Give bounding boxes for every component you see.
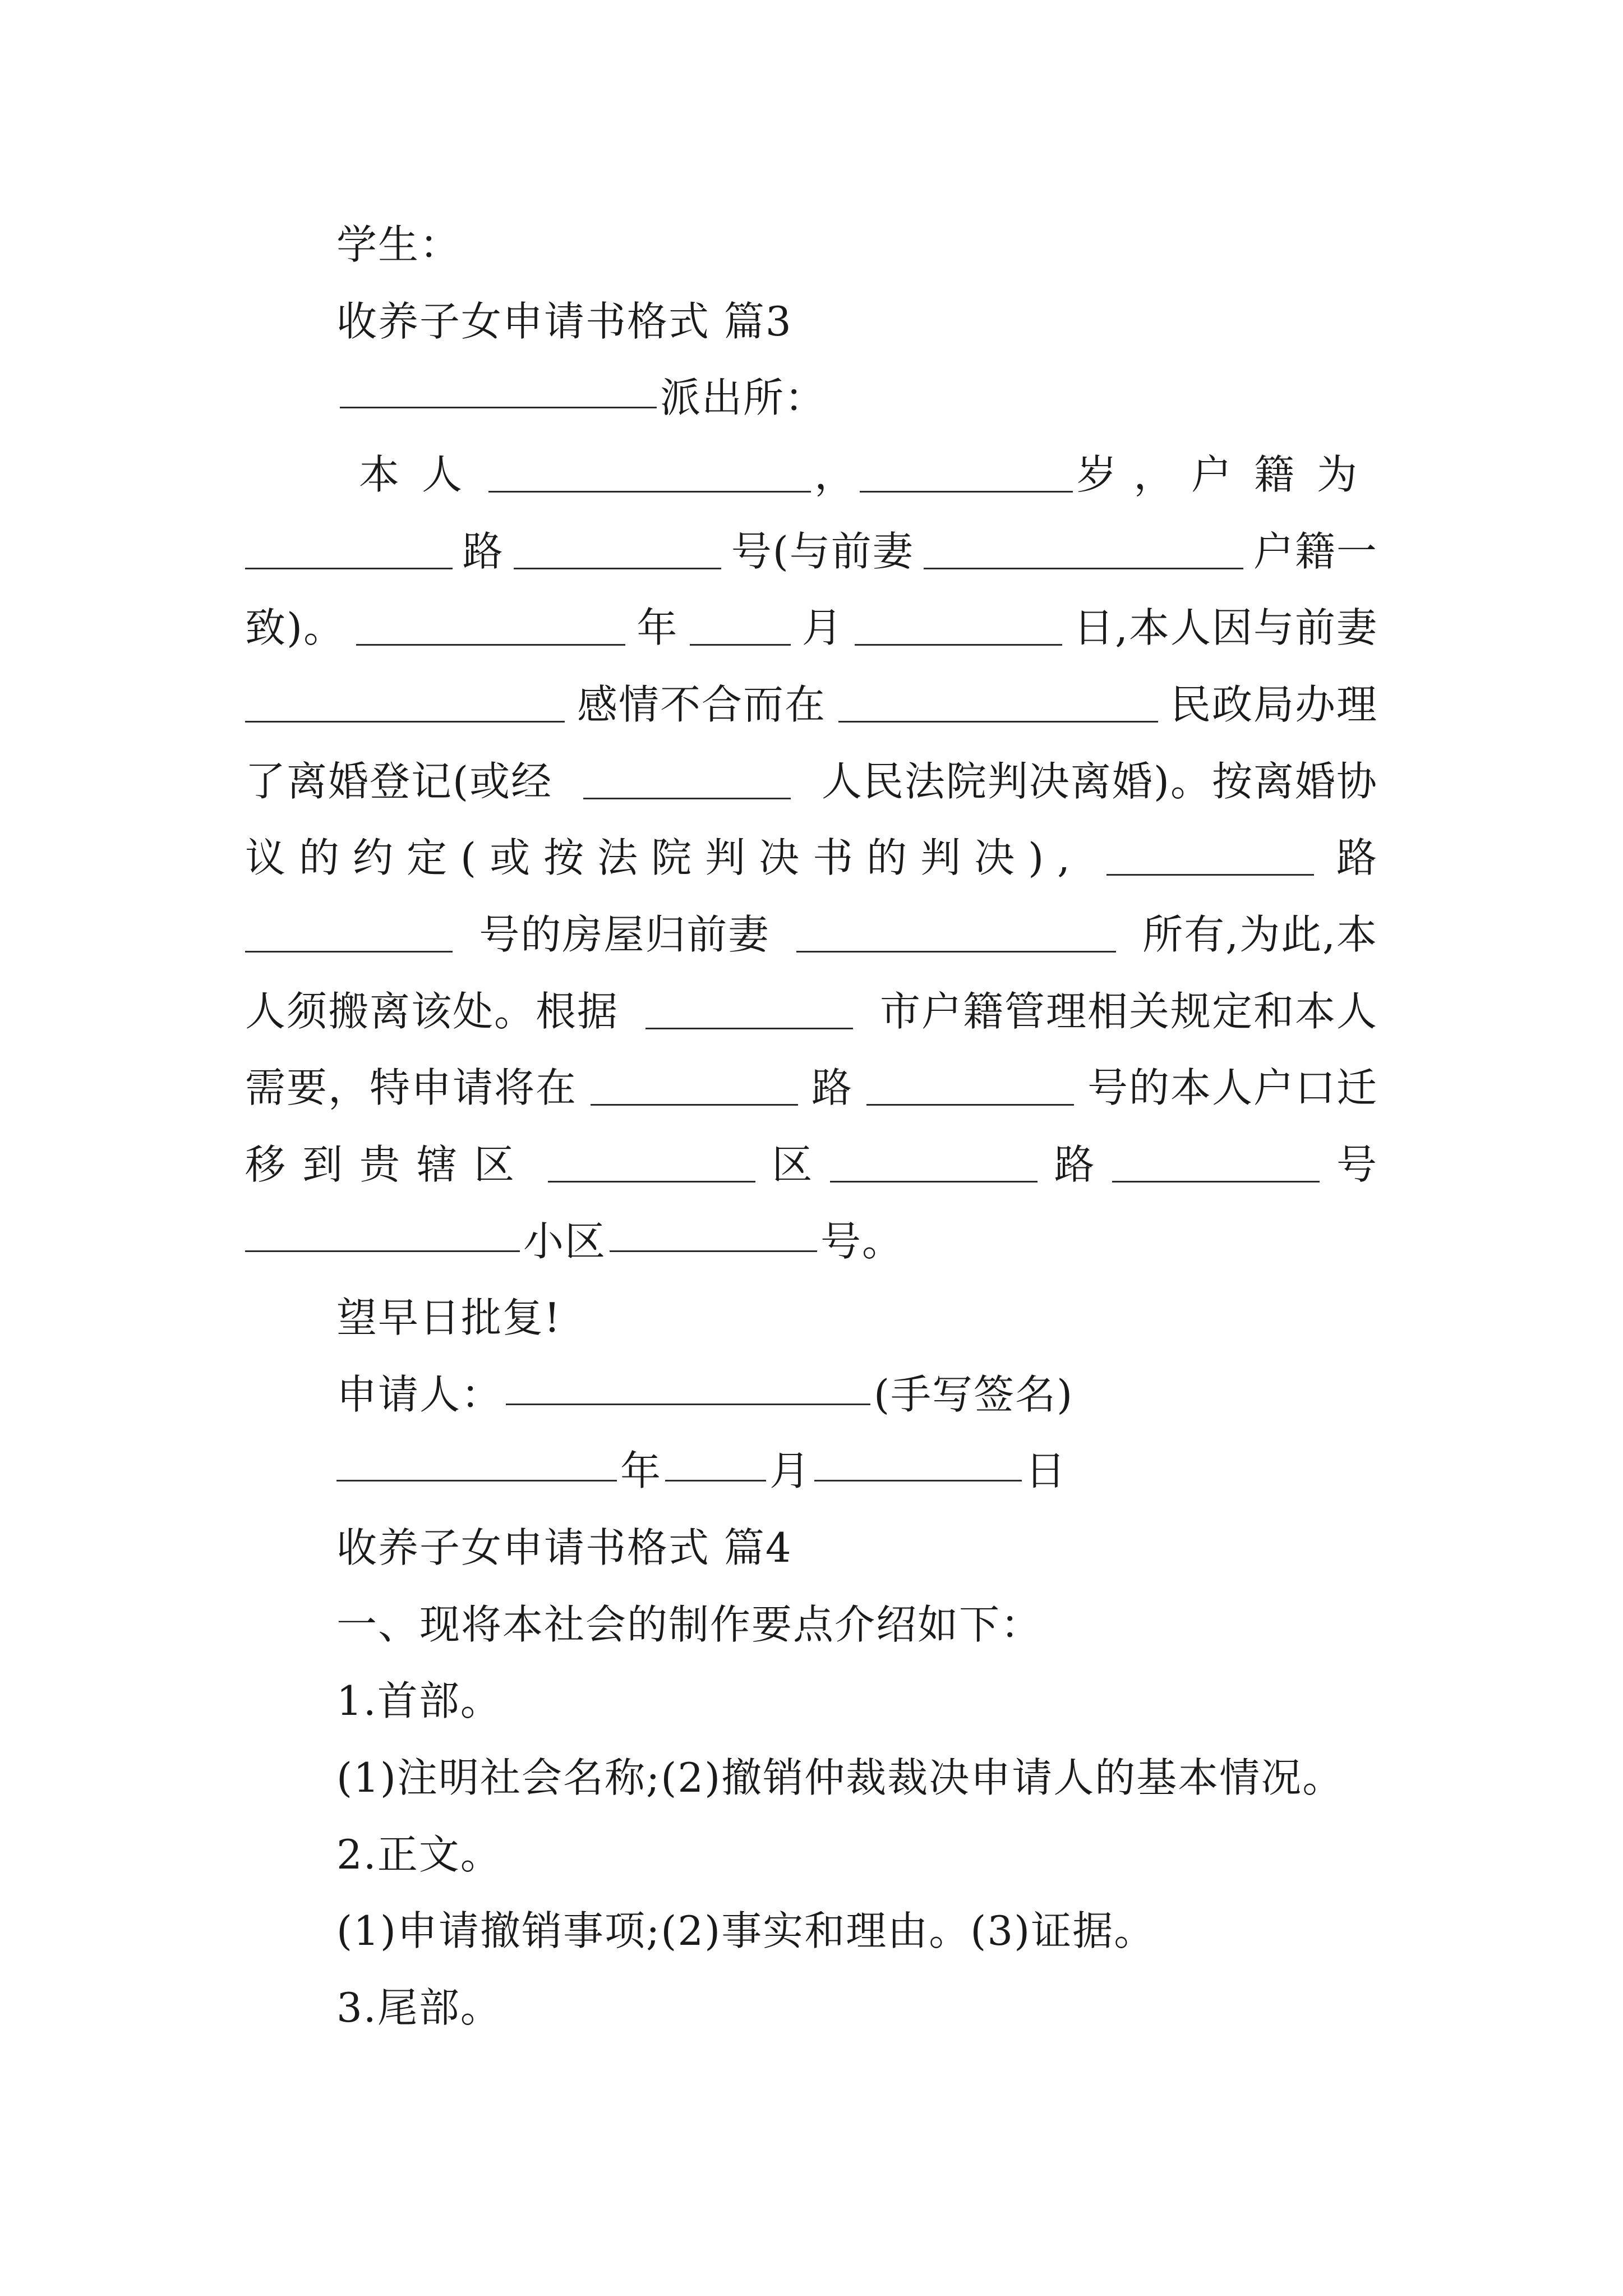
text-ri: 日,本人因与前妻	[1073, 604, 1378, 651]
blank-sign-year	[336, 1439, 617, 1481]
text-xiaqu: 移到贵辖区	[245, 1141, 532, 1188]
text-lu-3: 路	[811, 1064, 853, 1111]
paragraph-line-10	[245, 1126, 1378, 1203]
blank-sign-day	[814, 1439, 1022, 1481]
blank-ex-wife-2	[245, 680, 565, 723]
paragraph-line-3	[245, 589, 1378, 666]
applicant-line	[336, 1356, 1380, 1433]
item-2	[336, 1816, 1380, 1893]
blank-number-2	[245, 910, 453, 953]
item-1-text: 1.首部。	[336, 1677, 502, 1724]
request-line	[336, 1279, 1380, 1356]
blank-road-3	[591, 1064, 798, 1106]
text-huji: 户籍为	[1191, 451, 1380, 498]
student-line	[336, 206, 1380, 283]
text-wang: 望早日批复!	[336, 1294, 561, 1341]
text-comma: ，	[814, 451, 856, 498]
text-qianyi: 号的本人户口迁	[1087, 1064, 1378, 1111]
section-heading-3	[336, 283, 1380, 360]
text-banli: 人须搬离该处。根据	[245, 988, 619, 1035]
text-ganqing: 感情不合而在	[577, 681, 826, 728]
blank-court	[583, 757, 791, 799]
blank-number-3	[866, 1064, 1074, 1106]
text-nian: 年	[637, 604, 679, 651]
text-hao-fangwu: 号的房屋归前妻	[479, 911, 770, 958]
blank-day	[855, 604, 1062, 646]
blank-road-2	[1106, 834, 1314, 876]
blank-month	[690, 604, 791, 646]
text-lu-2: 路	[1336, 834, 1378, 881]
paragraph-line-9	[245, 1049, 1378, 1126]
paragraph-line-11	[245, 1203, 1378, 1280]
blank-district	[548, 1140, 755, 1182]
blank-road-1	[245, 527, 453, 569]
item-1-detail	[336, 1739, 1380, 1816]
text-minzheng: 民政局办理	[1170, 681, 1378, 728]
text-guiding: 市户籍管理相关规定和本人	[879, 988, 1378, 1035]
paragraph-line-4	[245, 666, 1378, 743]
signature-date-line	[336, 1432, 1380, 1510]
police-station-line	[336, 359, 1380, 436]
text-fayuan: 人民法院判决离婚)。按离婚协	[821, 758, 1378, 805]
police-station-label: 派出所：	[660, 374, 827, 421]
blank-signature	[506, 1363, 870, 1405]
item-3	[336, 1969, 1380, 2046]
blank-number-1	[514, 527, 721, 569]
heading-4-text: 收养子女申请书格式 篇4	[336, 1524, 792, 1571]
blank-number-4	[1112, 1140, 1320, 1182]
paragraph-line-7	[245, 896, 1378, 973]
item-1	[336, 1662, 1380, 1740]
text-lu-4: 路	[1054, 1141, 1096, 1188]
blank-age	[860, 450, 1073, 493]
blank-name	[488, 450, 811, 493]
text-yue: 月	[801, 604, 843, 651]
text-xuyao: 需要，特申请将在	[245, 1064, 578, 1111]
paragraph-line-1	[359, 436, 1380, 513]
text-hao-qianqi: 号(与前妻	[731, 528, 914, 575]
item-1-detail-text: (1)注明社会名称;(2)撤销仲裁裁决申请人的基本情况。	[336, 1754, 1344, 1801]
blank-year	[356, 604, 625, 646]
student-label: 学生：	[336, 221, 462, 268]
text-hao-4: 号	[1336, 1141, 1378, 1188]
blank-number-5	[610, 1210, 817, 1252]
blank-police-station	[340, 366, 657, 408]
blank-ex-wife-1	[924, 527, 1243, 569]
text-benren: 本人	[359, 451, 485, 498]
section-heading-4	[336, 1509, 1380, 1586]
text-qu: 区	[772, 1141, 814, 1188]
blank-community	[245, 1210, 520, 1252]
signature-note: (手写签名)	[874, 1371, 1074, 1418]
item-2-text: 2.正文。	[336, 1831, 502, 1878]
item-2-detail-text: (1)申请撤销事项;(2)事实和理由。(3)证据。	[336, 1907, 1156, 1954]
paragraph-line-5	[245, 743, 1378, 820]
blank-sign-month	[665, 1439, 766, 1481]
text-sign-nian: 年	[620, 1447, 662, 1494]
text-suoyou: 所有,为此,本	[1142, 911, 1378, 958]
paragraph-line-6	[245, 819, 1378, 896]
heading-3-text: 收养子女申请书格式 篇3	[336, 298, 792, 345]
paragraph-line-8	[245, 973, 1378, 1050]
blank-road-4	[830, 1140, 1038, 1182]
text-sui: 岁，	[1076, 451, 1191, 498]
text-lu: 路	[462, 528, 504, 575]
intro-line	[336, 1586, 1380, 1663]
blank-civil-affairs	[838, 680, 1158, 723]
item-3-text: 3.尾部。	[336, 1984, 502, 2031]
text-hao-5: 号。	[820, 1218, 904, 1265]
text-lihun-dengji: 了离婚登记(或经	[245, 758, 553, 805]
text-zhi: 致)。	[245, 604, 345, 651]
text-yueding: 议的约定(或按法院判决书的判决),	[245, 834, 1084, 881]
text-sign-ri: 日	[1025, 1447, 1067, 1494]
intro-text: 一、现将本社会的制作要点介绍如下：	[336, 1601, 1043, 1648]
applicant-label: 申请人：	[336, 1371, 503, 1418]
text-huji-yizhi: 户籍一	[1253, 528, 1378, 575]
paragraph-line-2	[245, 513, 1378, 590]
blank-city	[645, 987, 853, 1029]
text-sign-yue: 月	[769, 1447, 811, 1494]
text-xiaoqu: 小区	[523, 1218, 607, 1265]
blank-ex-wife-3	[796, 910, 1116, 953]
item-2-detail	[336, 1892, 1380, 1970]
